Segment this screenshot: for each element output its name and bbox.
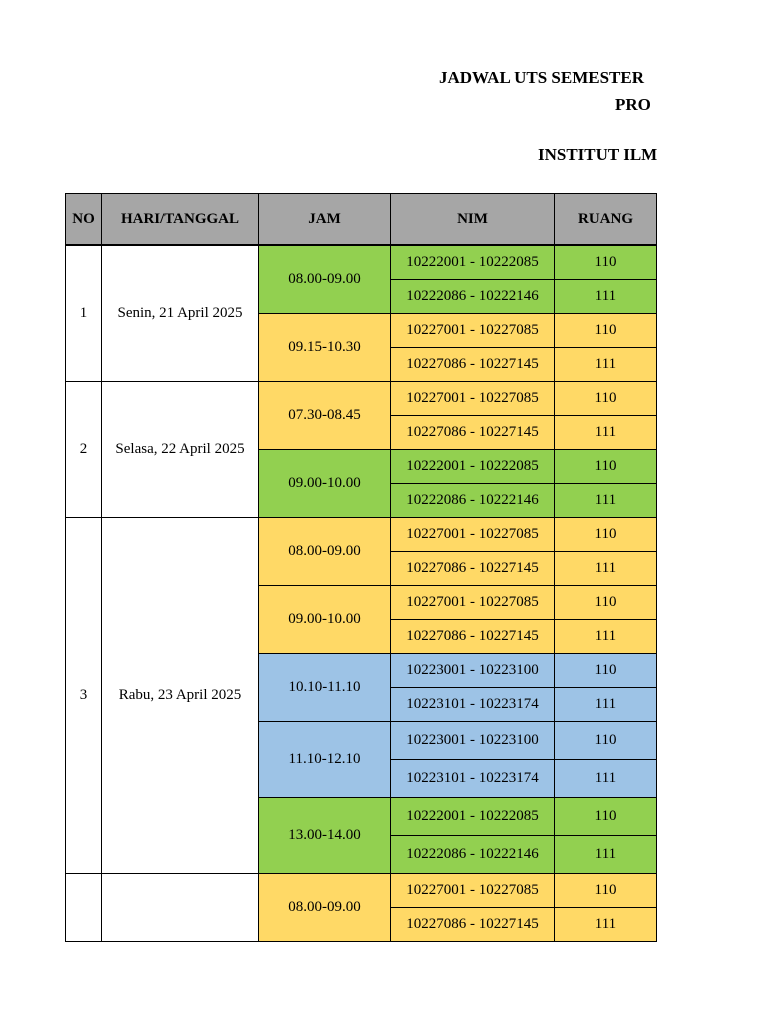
day-date-cell: Rabu, 23 April 2025	[102, 518, 259, 874]
nim-range-cell: 10227086 - 10227145	[391, 908, 555, 942]
room-cell: 110	[555, 586, 657, 620]
table-row	[66, 245, 657, 280]
nim-range-cell: 10227001 - 10227085	[391, 874, 555, 908]
nim-range-cell: 10227001 - 10227085	[391, 518, 555, 552]
table-body	[66, 245, 657, 942]
time-slot-cell: 09.00-10.00	[259, 450, 391, 518]
room-cell: 110	[555, 314, 657, 348]
day-number-cell: 2	[66, 382, 102, 518]
table-row	[66, 382, 657, 416]
sheet-title-area	[0, 0, 657, 190]
nim-range-cell: 10227086 - 10227145	[391, 416, 555, 450]
col-header-time: JAM	[259, 194, 391, 246]
nim-range-cell: 10222001 - 10222085	[391, 245, 555, 280]
nim-range-cell: 10227086 - 10227145	[391, 552, 555, 586]
nim-range-cell: 10223001 - 10223100	[391, 722, 555, 760]
title-line-1: JADWAL UTS SEMESTER	[439, 68, 645, 87]
nim-range-cell: 10227001 - 10227085	[391, 586, 555, 620]
nim-range-cell: 10223101 - 10223174	[391, 688, 555, 722]
col-header-date: HARI/TANGGAL	[102, 194, 259, 246]
nim-range-cell: 10222086 - 10222146	[391, 836, 555, 874]
room-cell: 110	[555, 874, 657, 908]
title-line-3: INSTITUT ILM	[538, 145, 657, 164]
room-cell: 111	[555, 688, 657, 722]
room-cell: 110	[555, 654, 657, 688]
nim-range-cell: 10227001 - 10227085	[391, 314, 555, 348]
room-cell: 111	[555, 552, 657, 586]
nim-range-cell: 10227001 - 10227085	[391, 382, 555, 416]
room-cell: 111	[555, 836, 657, 874]
day-date-cell: Selasa, 22 April 2025	[102, 382, 259, 518]
table-header-row	[66, 194, 657, 246]
nim-range-cell: 10222086 - 10222146	[391, 484, 555, 518]
room-cell: 111	[555, 620, 657, 654]
room-cell: 110	[555, 382, 657, 416]
nim-range-cell: 10222001 - 10222085	[391, 798, 555, 836]
time-slot-cell: 11.10-12.10	[259, 722, 391, 798]
nim-range-cell: 10222001 - 10222085	[391, 450, 555, 484]
day-number-cell	[66, 874, 102, 942]
nim-range-cell: 10222086 - 10222146	[391, 280, 555, 314]
room-cell: 111	[555, 416, 657, 450]
day-date-cell	[102, 874, 259, 942]
room-cell: 110	[555, 245, 657, 280]
time-slot-cell: 08.00-09.00	[259, 518, 391, 586]
nim-range-cell: 10223101 - 10223174	[391, 760, 555, 798]
col-header-room: RUANG	[555, 194, 657, 246]
day-number-cell: 3	[66, 518, 102, 874]
room-cell: 111	[555, 484, 657, 518]
time-slot-cell: 09.15-10.30	[259, 314, 391, 382]
nim-range-cell: 10227086 - 10227145	[391, 620, 555, 654]
room-cell: 110	[555, 798, 657, 836]
room-cell: 111	[555, 760, 657, 798]
table-row	[66, 874, 657, 908]
room-cell: 110	[555, 722, 657, 760]
time-slot-cell: 08.00-09.00	[259, 245, 391, 314]
day-number-cell: 1	[66, 245, 102, 382]
time-slot-cell: 08.00-09.00	[259, 874, 391, 942]
time-slot-cell: 13.00-14.00	[259, 798, 391, 874]
day-date-cell: Senin, 21 April 2025	[102, 245, 259, 382]
nim-range-cell: 10227086 - 10227145	[391, 348, 555, 382]
room-cell: 111	[555, 348, 657, 382]
time-slot-cell: 10.10-11.10	[259, 654, 391, 722]
room-cell: 110	[555, 450, 657, 484]
room-cell: 110	[555, 518, 657, 552]
title-line-2: PRO	[615, 95, 651, 114]
room-cell: 111	[555, 908, 657, 942]
room-cell: 111	[555, 280, 657, 314]
nim-range-cell: 10223001 - 10223100	[391, 654, 555, 688]
table-row	[66, 518, 657, 552]
col-header-nim: NIM	[391, 194, 555, 246]
exam-schedule-table	[65, 193, 657, 942]
time-slot-cell: 09.00-10.00	[259, 586, 391, 654]
col-header-no: NO	[66, 194, 102, 246]
time-slot-cell: 07.30-08.45	[259, 382, 391, 450]
